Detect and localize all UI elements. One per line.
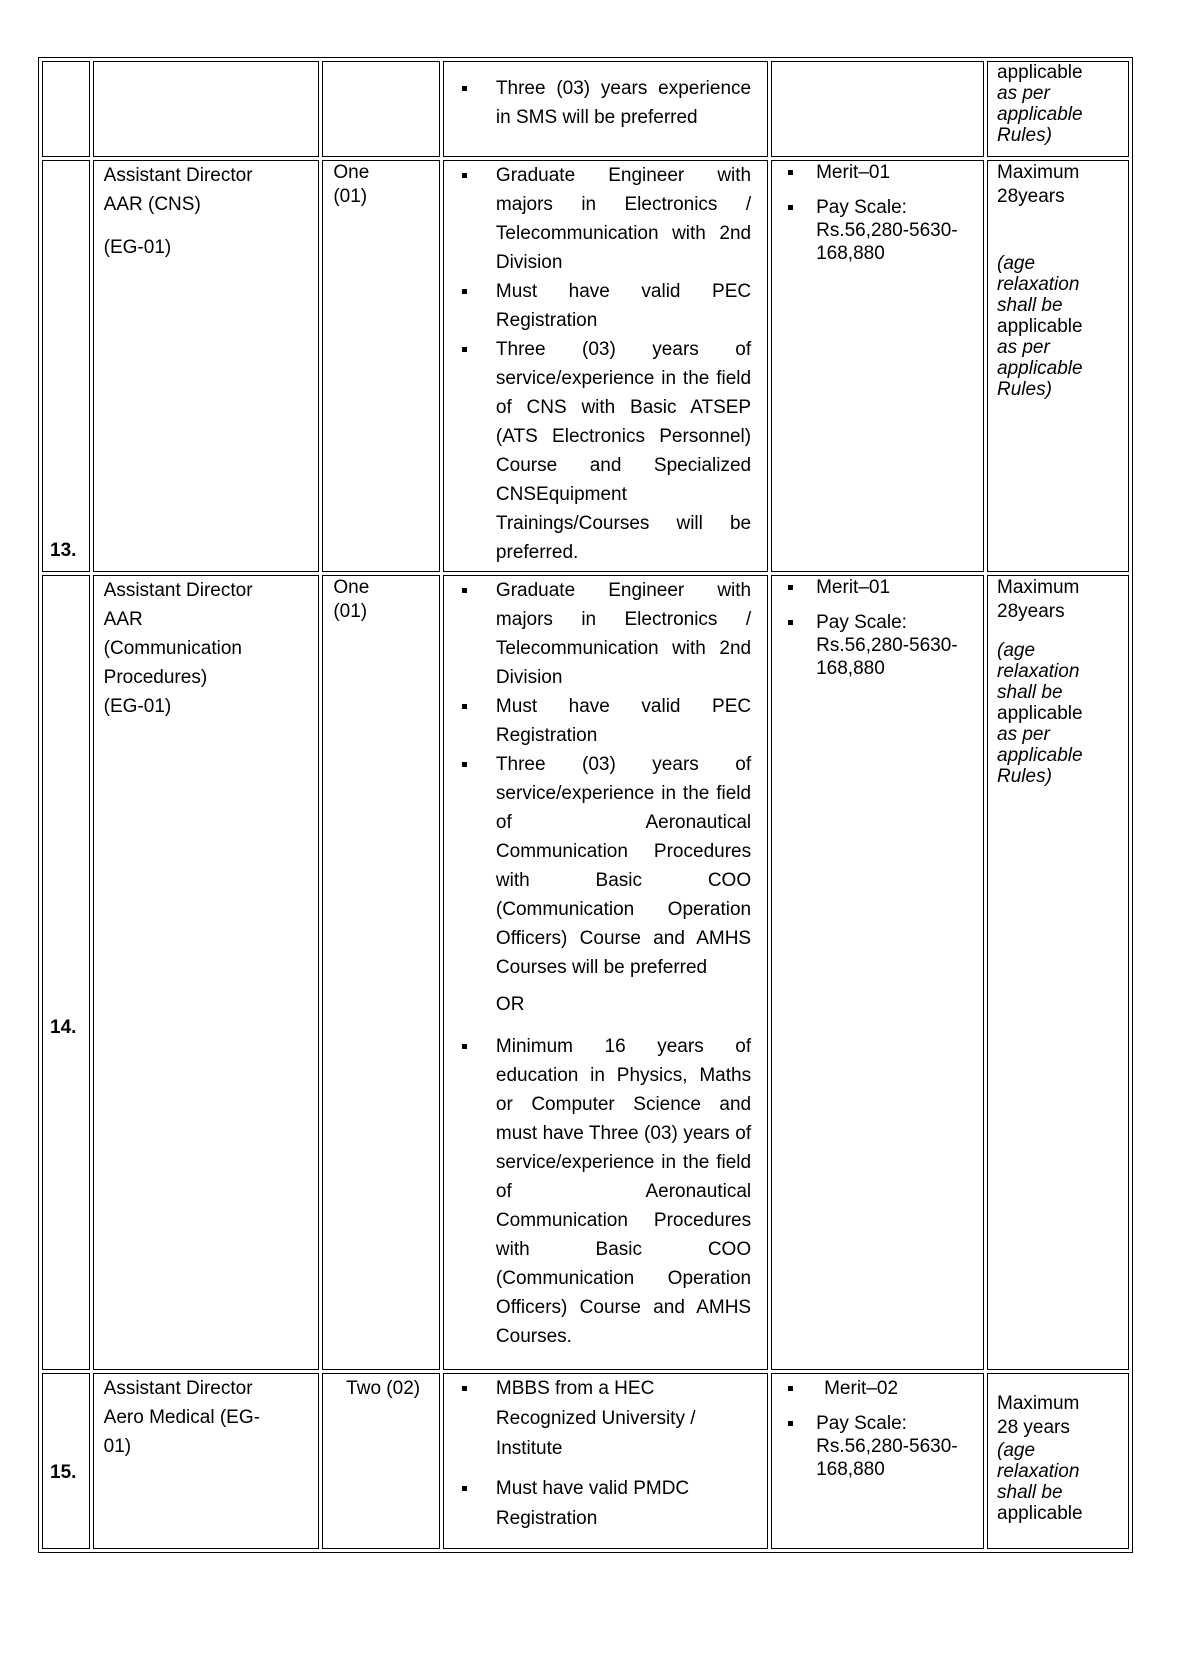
serial-number-cell: 13. <box>42 160 90 572</box>
qualification-cell <box>443 61 768 157</box>
list-item: Merit–02 <box>784 1377 977 1400</box>
post-title: Assistant Director <box>103 165 253 186</box>
bullet-icon <box>788 1386 793 1391</box>
post-grade: (EG-01) <box>103 696 172 717</box>
post-title: Assistant Director <box>103 580 253 601</box>
age-text: 28years <box>997 601 1065 622</box>
posts-count: (01) <box>333 186 368 207</box>
qualification-cell <box>443 160 768 572</box>
list-item: Must have valid PEC Registration <box>456 277 751 335</box>
age-text: Rules) <box>997 766 1052 787</box>
age-text: Rules) <box>997 379 1052 400</box>
qualification-cell <box>443 575 768 1370</box>
age-text: applicable <box>997 358 1083 379</box>
list-item: Three (03) years of service/experience in the field of CNS with Basic ATSEP (ATS Electronics Personnel) Course and Specialized CNSEquipment Trainings/Courses will be preferred. <box>456 335 751 567</box>
age-text: shall be <box>997 1482 1063 1503</box>
table-row-15 <box>42 1373 1129 1549</box>
bullet-icon <box>462 86 467 91</box>
post-cell <box>93 1373 320 1549</box>
age-text: as per <box>997 337 1050 358</box>
bullet-icon <box>462 173 467 178</box>
post-cell <box>93 160 320 572</box>
age-text: (age <box>997 253 1036 274</box>
post-title: Aero Medical (EG- <box>103 1407 260 1428</box>
pay-cell <box>771 61 984 157</box>
posts-count: (01) <box>333 601 368 622</box>
age-text: 28years <box>997 186 1065 207</box>
list-item: Pay Scale: Rs.56,280-5630-168,880 <box>784 611 977 680</box>
bullet-icon <box>462 588 467 593</box>
post-title: Assistant Director <box>103 1378 253 1399</box>
list-item: Three (03) years of service/experience in the field of Aeronautical Communication Procedures with Basic COO (Communication Operation Officers) Course and AMHS Courses will be preferred <box>456 750 751 982</box>
age-text: applicable <box>997 104 1083 125</box>
pay-cell <box>771 575 984 1370</box>
posts-count: One <box>333 162 370 183</box>
list-item: Pay Scale: Rs.56,280-5630-168,880 <box>784 1412 977 1481</box>
bullet-icon <box>788 1421 793 1426</box>
list-item: Merit–01 <box>784 576 977 599</box>
list-item: Graduate Engineer with majors in Electronics / Telecommunication with 2nd Division <box>456 576 751 692</box>
post-title: (Communication <box>103 638 242 659</box>
or-separator: OR <box>495 994 525 1015</box>
list-item: Minimum 16 years of education in Physics, Maths or Computer Science and must have Three (03) years of service/experience in the field of Aeronautical Communication Procedures with Basic COO (Communication Operation Officers) Course and AMHS Courses. <box>456 1032 751 1351</box>
age-text: applicable <box>997 316 1083 337</box>
age-text: as per <box>997 83 1050 104</box>
age-text: applicable <box>997 1503 1083 1524</box>
table-row-continuation <box>42 61 1129 157</box>
post-title: Procedures) <box>103 667 208 688</box>
bullet-icon <box>788 170 793 175</box>
age-text: Maximum <box>997 162 1080 183</box>
table-row-14 <box>42 575 1129 1370</box>
bullet-icon <box>462 704 467 709</box>
posts-count-cell: Two (02) <box>322 1373 440 1549</box>
pay-cell <box>771 160 984 572</box>
post-grade: (EG-01) <box>103 237 172 258</box>
list-item: Pay Scale: Rs.56,280-5630-168,880 <box>784 196 977 265</box>
bullet-icon <box>788 585 793 590</box>
recruitment-table <box>38 57 1133 1553</box>
age-text: 28 years <box>997 1417 1070 1438</box>
list-item: Must have valid PMDC Registration <box>456 1474 751 1534</box>
age-text: relaxation <box>997 661 1080 682</box>
age-text: applicable <box>997 62 1083 83</box>
list-item: Graduate Engineer with majors in Electronics / Telecommunication with 2nd Division <box>456 161 751 277</box>
qualification-cell <box>443 1373 768 1549</box>
age-cell <box>987 160 1129 572</box>
bullet-icon <box>462 289 467 294</box>
bullet-icon <box>462 762 467 767</box>
age-text: as per <box>997 724 1050 745</box>
age-text: relaxation <box>997 1461 1080 1482</box>
post-cell <box>93 61 320 157</box>
table-row-13 <box>42 160 1129 572</box>
pay-cell <box>771 1373 984 1549</box>
age-text: shall be <box>997 682 1063 703</box>
age-text: applicable <box>997 703 1083 724</box>
age-cell <box>987 61 1129 157</box>
age-text: Maximum <box>997 1393 1080 1414</box>
age-text: applicable <box>997 745 1083 766</box>
age-cell <box>987 1373 1129 1549</box>
serial-number-cell: 14. <box>42 575 90 1370</box>
list-item: MBBS from a HEC Recognized University / Institute <box>456 1374 751 1464</box>
age-text: Rules) <box>997 125 1052 146</box>
age-text: (age <box>997 640 1036 661</box>
posts-count-cell <box>322 160 440 572</box>
list-item: Merit–01 <box>784 161 977 184</box>
age-text: relaxation <box>997 274 1080 295</box>
bullet-icon <box>462 1386 467 1391</box>
bullet-icon <box>462 1044 467 1049</box>
post-title: AAR (CNS) <box>103 194 201 215</box>
serial-number-cell: 15. <box>42 1373 90 1549</box>
serial-number-cell <box>42 61 90 157</box>
bullet-icon <box>788 620 793 625</box>
list-item: Three (03) years experience in SMS will be preferred <box>456 74 751 132</box>
list-item: Must have valid PEC Registration <box>456 692 751 750</box>
posts-count-cell <box>322 575 440 1370</box>
bullet-icon <box>462 1486 467 1491</box>
posts-count-cell <box>322 61 440 157</box>
age-text: (age <box>997 1440 1036 1461</box>
age-text: Maximum <box>997 577 1080 598</box>
posts-count: One <box>333 577 370 598</box>
bullet-icon <box>462 347 467 352</box>
post-cell <box>93 575 320 1370</box>
bullet-icon <box>788 205 793 210</box>
post-grade: 01) <box>103 1436 132 1457</box>
age-cell <box>987 575 1129 1370</box>
post-title: AAR <box>103 609 143 630</box>
age-text: shall be <box>997 295 1063 316</box>
